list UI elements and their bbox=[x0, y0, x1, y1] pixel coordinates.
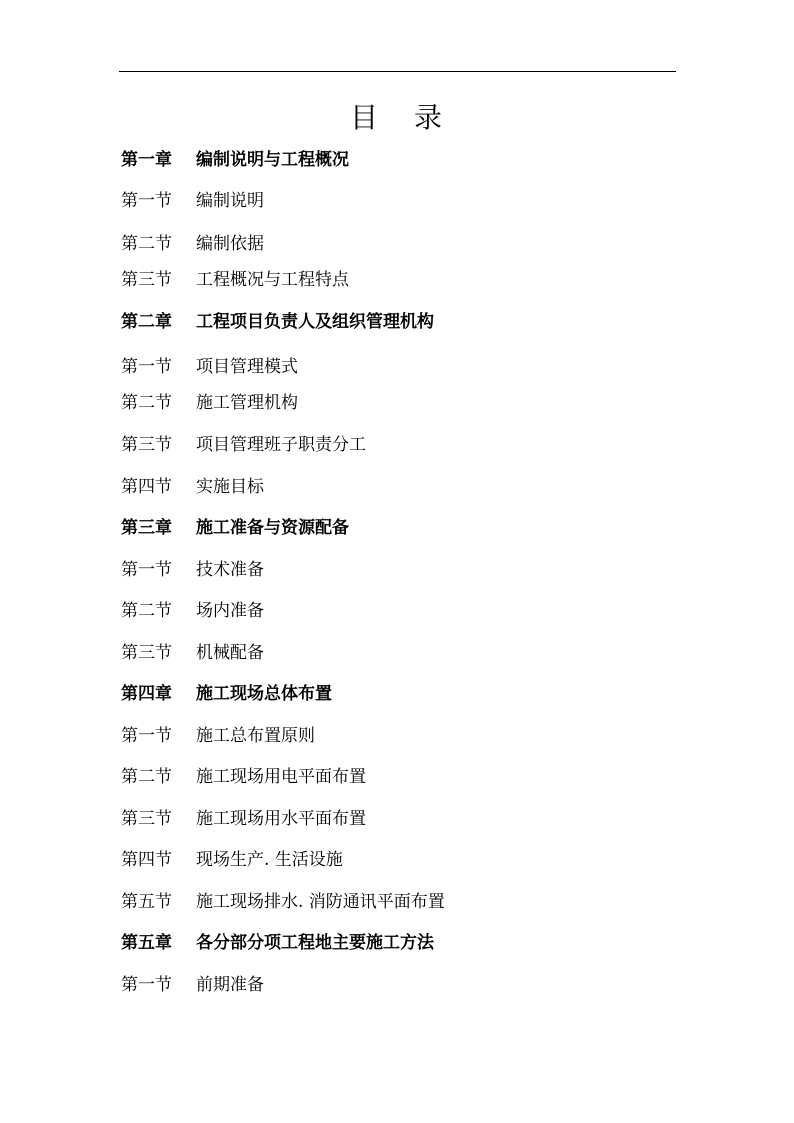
toc-entry[interactable] bbox=[121, 641, 264, 665]
toc-entry-number: 第二节 bbox=[121, 601, 172, 621]
toc-entry[interactable] bbox=[121, 807, 366, 831]
toc-entry-number: 第三节 bbox=[121, 809, 172, 829]
toc-entry-title: 机械配备 bbox=[196, 643, 264, 663]
toc-entry-number: 第三节 bbox=[121, 643, 172, 663]
toc-entry[interactable] bbox=[121, 848, 343, 872]
toc-entry-title: 技术准备 bbox=[196, 560, 264, 580]
toc-entry-title: 现场生产. 生活设施 bbox=[196, 850, 343, 870]
toc-entry[interactable] bbox=[121, 931, 434, 955]
toc-entry-number: 第一节 bbox=[121, 975, 172, 995]
toc-entry-title: 前期准备 bbox=[196, 975, 264, 995]
toc-entry-title: 项目管理模式 bbox=[196, 357, 298, 377]
toc-entry-number: 第三节 bbox=[121, 435, 172, 455]
toc-entry-title: 编制说明与工程概况 bbox=[196, 150, 349, 170]
title-char-2: 录 bbox=[414, 101, 445, 134]
toc-entry-title: 实施目标 bbox=[196, 477, 264, 497]
toc-entry[interactable] bbox=[121, 189, 264, 213]
toc-entry-title: 施工现场用水平面布置 bbox=[196, 809, 366, 829]
toc-entry-number: 第二节 bbox=[121, 234, 172, 254]
title-char-1: 目 bbox=[349, 101, 380, 134]
toc-entry[interactable] bbox=[121, 890, 445, 914]
toc-entry-title: 施工总布置原则 bbox=[196, 726, 315, 746]
toc-entry[interactable] bbox=[121, 724, 315, 748]
toc-entry[interactable] bbox=[121, 232, 264, 256]
toc-entry-number: 第二节 bbox=[121, 393, 172, 413]
toc-entry-title: 场内准备 bbox=[196, 601, 264, 621]
toc-entry-number: 第一节 bbox=[121, 560, 172, 580]
toc-entry-number: 第二章 bbox=[121, 312, 172, 332]
toc-entry[interactable] bbox=[121, 391, 298, 415]
toc-entry[interactable] bbox=[121, 355, 298, 379]
toc-entry-number: 第四节 bbox=[121, 477, 172, 497]
toc-entry-number: 第一节 bbox=[121, 191, 172, 211]
toc-entry[interactable] bbox=[121, 765, 366, 789]
toc-entry[interactable] bbox=[121, 558, 264, 582]
toc-entry[interactable] bbox=[121, 682, 332, 706]
toc-entry-number: 第一节 bbox=[121, 357, 172, 377]
toc-entry[interactable] bbox=[121, 516, 349, 540]
toc-entry-number: 第四节 bbox=[121, 850, 172, 870]
toc-entry-title: 施工现场总体布置 bbox=[196, 684, 332, 704]
toc-entry-number: 第四章 bbox=[121, 684, 172, 704]
toc-entry-title: 工程概况与工程特点 bbox=[196, 270, 349, 290]
toc-entry[interactable] bbox=[121, 310, 434, 334]
toc-entry-number: 第三节 bbox=[121, 270, 172, 290]
toc-entry-title: 项目管理班子职责分工 bbox=[196, 435, 366, 455]
toc-entry-title: 施工现场排水. 消防通讯平面布置 bbox=[196, 892, 445, 912]
toc-entry[interactable] bbox=[121, 433, 366, 457]
toc-entry-title: 编制说明 bbox=[196, 191, 264, 211]
toc-entry-number: 第五章 bbox=[121, 933, 172, 953]
toc-entry[interactable] bbox=[121, 599, 264, 623]
toc-entry-title: 工程项目负责人及组织管理机构 bbox=[196, 312, 434, 332]
toc-entry-number: 第三章 bbox=[121, 518, 172, 538]
toc-entry[interactable] bbox=[121, 973, 264, 997]
toc-entry-title: 施工准备与资源配备 bbox=[196, 518, 349, 538]
toc-entry-number: 第一章 bbox=[121, 150, 172, 170]
toc-entry[interactable] bbox=[121, 475, 264, 499]
toc-entry-number: 第一节 bbox=[121, 726, 172, 746]
toc-entry[interactable] bbox=[121, 148, 349, 172]
toc-entry-title: 各分部分项工程地主要施工方法 bbox=[196, 933, 434, 953]
toc-entry-number: 第五节 bbox=[121, 892, 172, 912]
toc-entry[interactable] bbox=[121, 268, 349, 292]
toc-entry-title: 编制依据 bbox=[196, 234, 264, 254]
toc-entry-number: 第二节 bbox=[121, 767, 172, 787]
toc-entry-title: 施工现场用电平面布置 bbox=[196, 767, 366, 787]
toc-entry-title: 施工管理机构 bbox=[196, 393, 298, 413]
